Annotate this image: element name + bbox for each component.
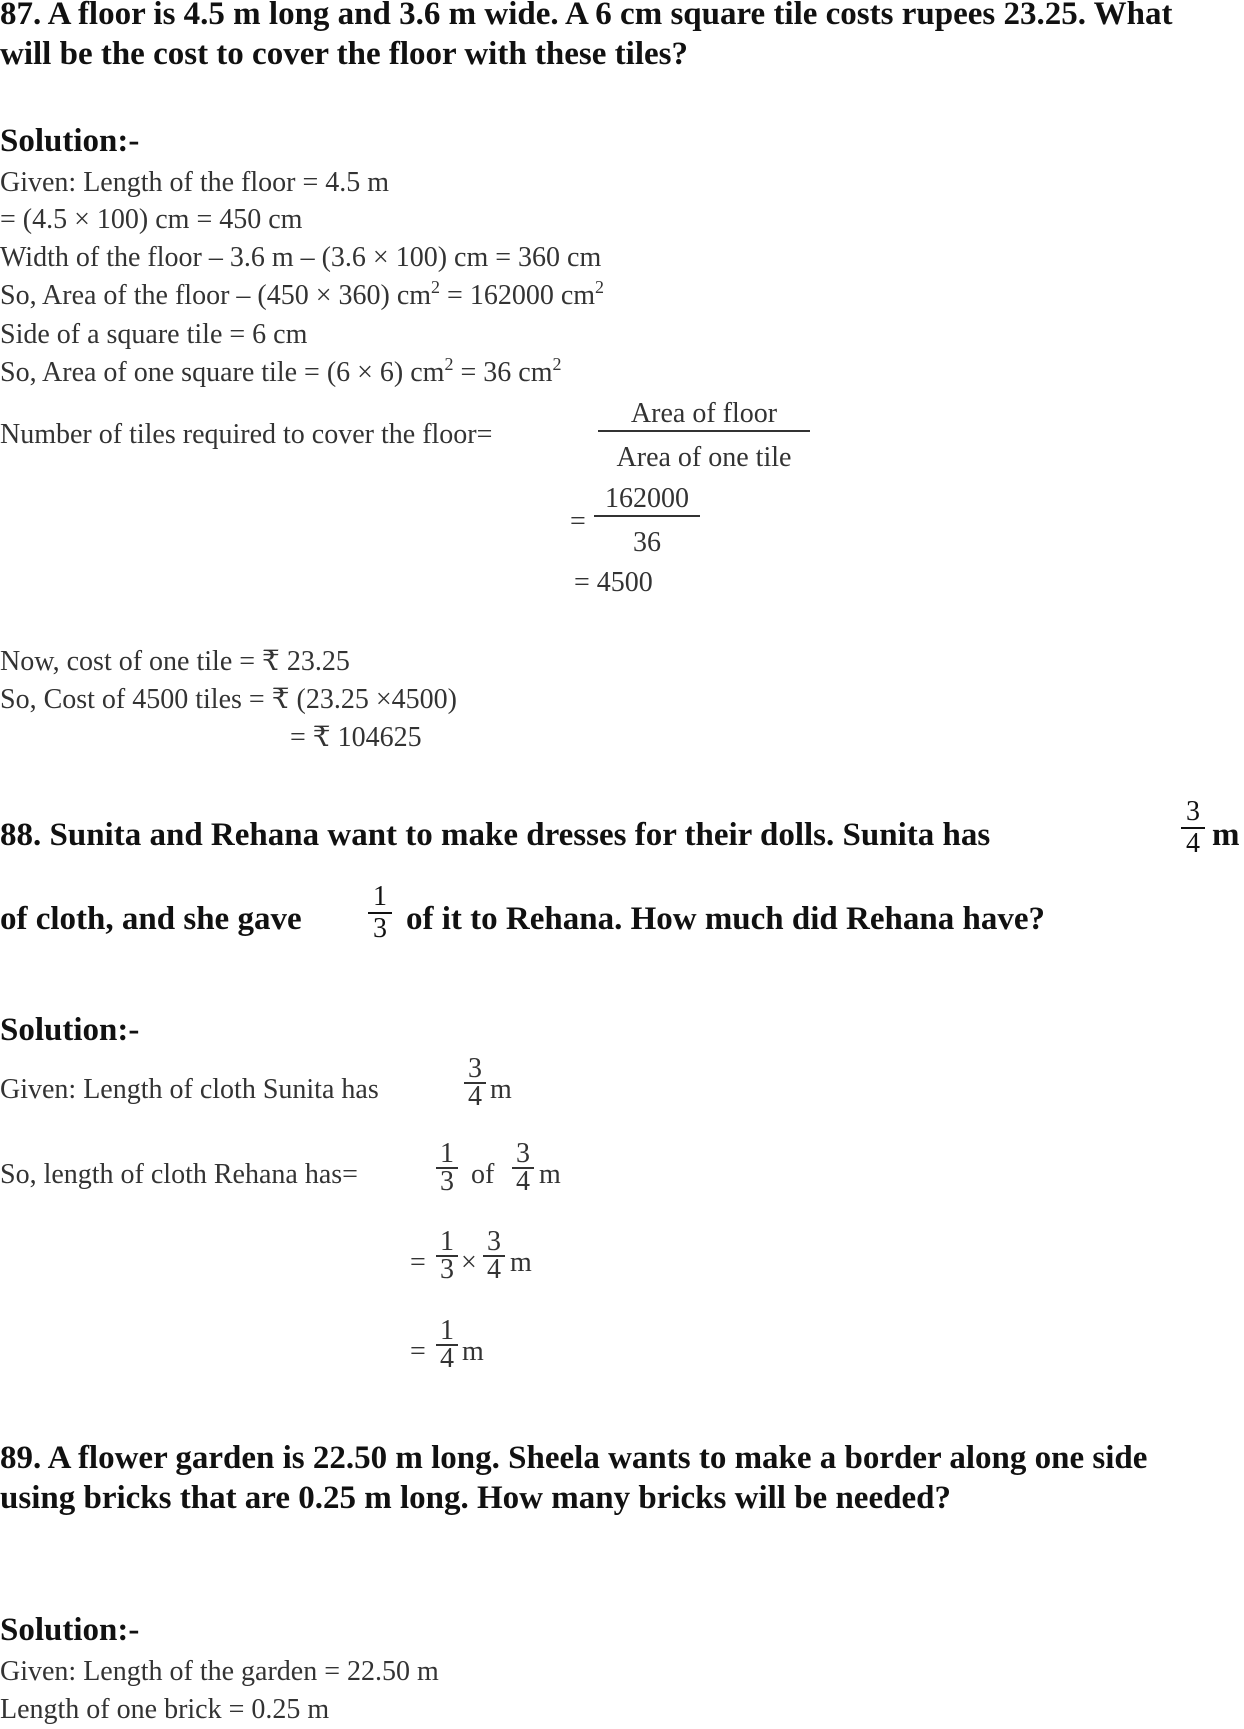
fraction-denominator: Area of one tile	[616, 442, 792, 473]
fraction-one-quarter	[436, 1315, 458, 1374]
tiles-result: = 4500	[574, 567, 653, 598]
solution-line: = (4.5 × 100) cm = 450 cm	[0, 204, 303, 235]
fraction-denominator: 4	[487, 1254, 501, 1285]
fraction-bar	[598, 430, 810, 432]
num-tiles-label: Number of tiles required to cover the floor=	[0, 419, 493, 450]
solution-line: Given: Length of the floor = 4.5 m	[0, 167, 390, 198]
of-word: of	[471, 1159, 495, 1190]
unit-m: m	[539, 1159, 561, 1190]
area-floor-text: So, Area of the floor – (450 × 360) cm	[0, 280, 432, 311]
fraction-numerator: 3	[468, 1053, 482, 1084]
fraction-denominator: 3	[440, 1254, 454, 1285]
fraction-denominator: 36	[633, 527, 661, 558]
unit-m: m	[510, 1247, 532, 1278]
fraction-numeric	[594, 483, 700, 559]
fraction-numerator: 1	[440, 1138, 454, 1169]
equals-sign: =	[410, 1336, 426, 1367]
fraction-denominator: 3	[440, 1166, 454, 1197]
solution-heading-87: Solution:-	[0, 123, 140, 159]
unit-m: m	[490, 1074, 512, 1105]
fraction-three-quarters	[464, 1053, 486, 1112]
fraction-denominator: 4	[1186, 828, 1200, 859]
area-floor-line	[0, 279, 604, 313]
area-floor-value: = 162000 cm	[440, 280, 596, 311]
given-cloth-label: Given: Length of cloth Sunita has	[0, 1074, 379, 1105]
fraction-denominator: 4	[468, 1081, 482, 1112]
question-89: 89. A flower garden is 22.50 m long. Sheela wants to make a border along one side using bricks that are 0.25 m long. How many bricks will be needed?	[0, 1440, 1148, 1516]
unit-m: m	[462, 1336, 484, 1367]
superscript: 2	[431, 277, 441, 297]
question-88-part3: of it to Rehana. How much did Rehana have?	[406, 901, 1045, 937]
fraction-numerator: 3	[1186, 796, 1200, 827]
fraction-denominator: 4	[440, 1343, 454, 1374]
fraction-three-quarters	[512, 1138, 534, 1197]
question-fraction	[368, 882, 392, 944]
solution-heading-89: Solution:-	[0, 1612, 140, 1648]
fraction-numerator: 1	[440, 1226, 454, 1257]
area-tile-value: = 36 cm	[453, 357, 553, 388]
equals-sign: =	[410, 1247, 426, 1278]
question-unit: m	[1212, 817, 1240, 853]
brick-length-line: Length of one brick = 0.25 m	[0, 1694, 330, 1725]
question-88-part2: of cloth, and she gave	[0, 901, 302, 937]
cost-total-line: So, Cost of 4500 tiles = ₹ (23.25 ×4500)	[0, 684, 457, 715]
solution-line: Side of a square tile = 6 cm	[0, 319, 308, 350]
superscript: 2	[444, 354, 454, 374]
cost-one-line: Now, cost of one tile = ₹ 23.25	[0, 646, 350, 677]
fraction-numerator: 3	[516, 1138, 530, 1169]
fraction-bar	[594, 515, 700, 517]
fraction-three-quarters	[483, 1226, 505, 1285]
area-tile-text: So, Area of one square tile = (6 × 6) cm	[0, 357, 445, 388]
question-87: 87. A floor is 4.5 m long and 3.6 m wide. A 6 cm square tile costs rupees 23.25. What will be the cost to cover the floor with these tiles?	[0, 0, 1173, 72]
garden-length-line: Given: Length of the garden = 22.50 m	[0, 1656, 439, 1687]
fraction-numerator: 162000	[605, 483, 689, 514]
superscript: 2	[552, 354, 562, 374]
fraction-numerator: 3	[487, 1226, 501, 1257]
fraction-area-ratio	[598, 398, 810, 474]
fraction-denominator: 3	[373, 913, 387, 944]
rehana-cloth-label: So, length of cloth Rehana has=	[0, 1159, 358, 1190]
solution-heading-88: Solution:-	[0, 1012, 140, 1048]
solution-line: Width of the floor – 3.6 m – (3.6 × 100) cm = 360 cm	[0, 242, 602, 273]
area-tile-line	[0, 356, 561, 390]
fraction-one-third	[436, 1138, 458, 1197]
fraction-denominator: 4	[516, 1166, 530, 1197]
fraction-numerator: 1	[440, 1315, 454, 1346]
fraction-one-third	[436, 1226, 458, 1285]
fraction-numerator: 1	[373, 881, 387, 912]
superscript: 2	[595, 277, 605, 297]
times-sign: ×	[461, 1247, 477, 1278]
equals-sign: =	[570, 506, 586, 537]
cost-result: = ₹ 104625	[290, 722, 422, 753]
fraction-numerator: Area of floor	[630, 398, 778, 429]
question-88-part1: 88. Sunita and Rehana want to make dresses for their dolls. Sunita has	[0, 817, 991, 853]
question-fraction	[1181, 797, 1205, 859]
